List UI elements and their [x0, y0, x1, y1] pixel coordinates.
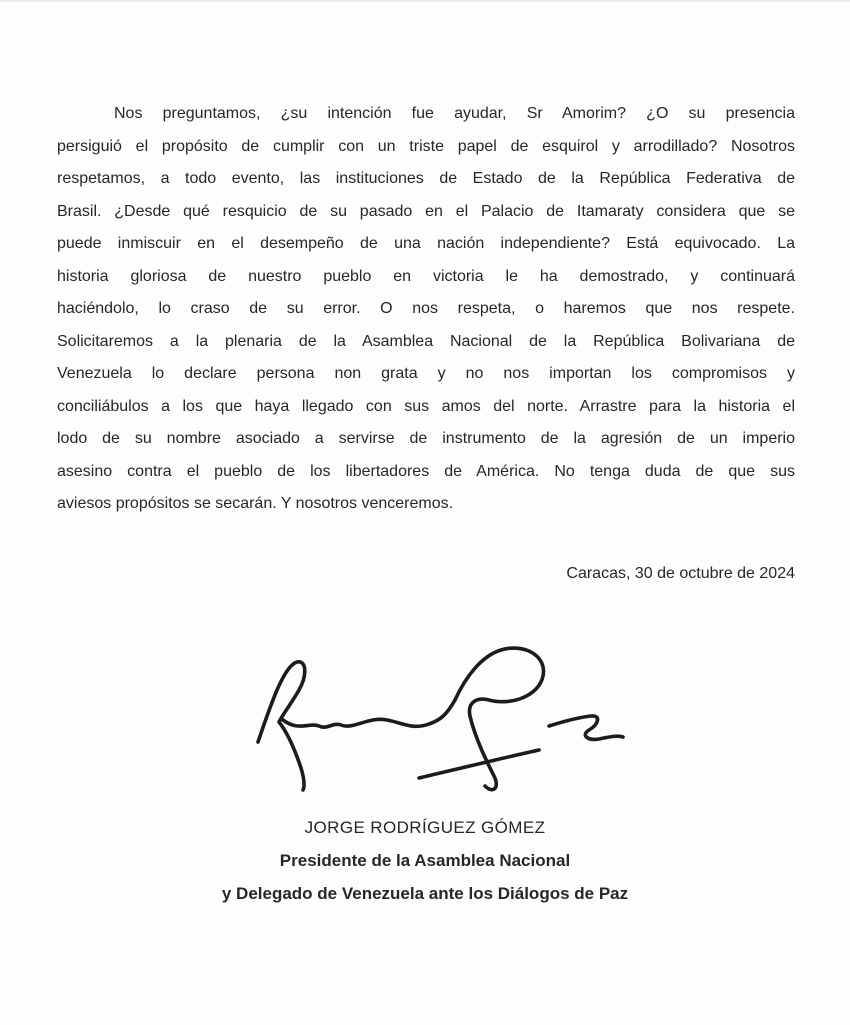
body-line: Venezuela lo declare persona non grata y no nos importan los compromisos y	[57, 365, 795, 382]
body-line: aviesos propósitos se secarán. Y nosotros venceremos.	[57, 495, 454, 512]
signatory-title-line1: Presidente de la Asamblea Nacional	[279, 851, 571, 870]
body-line: persiguió el propósito de cumplir con un triste papel de esquirol y arrodillado? Nosotros	[57, 137, 795, 155]
body-line: historia gloriosa de nuestro pueblo en victoria le ha demostrado, y continuará	[57, 267, 795, 285]
letter-body	[57, 98, 795, 521]
body-line: lodo de su nombre asociado a servirse de instrumento de la agresión de un imperio	[57, 430, 795, 447]
body-line: Solicitaremos a la plenaria de la Asamblea Nacional de la República Bolivariana de	[57, 332, 795, 350]
body-line: conciliábulos a los que haya llegado con sus amos del norte. Arrastre para la historia el	[57, 397, 795, 415]
signatory-title-line2: y Delegado de Venezuela ante los Diálogos de Paz	[221, 884, 629, 903]
body-line: respetamos, a todo evento, las instituciones de Estado de la República Federativa de	[57, 170, 795, 187]
body-line: Brasil. ¿Desde qué resquicio de su pasado en el Palacio de Itamaraty considera que se	[57, 202, 795, 220]
signatory-name: JORGE RODRÍGUEZ GÓMEZ	[304, 818, 546, 837]
body-line: puede inmiscuir en el desempeño de una nación independiente? Está equivocado. La	[57, 235, 795, 252]
body-line: haciéndolo, lo craso de su error. O nos respeta, o haremos que nos respete.	[57, 300, 795, 317]
dateline: Caracas, 30 de octubre de 2024	[566, 565, 795, 582]
body-line: Nos preguntamos, ¿su intención fue ayudar, Sr Amorim? ¿O su presencia	[114, 105, 795, 122]
body-line: asesino contra el pueblo de los libertadores de América. No tenga duda de que sus	[57, 462, 795, 480]
signature-icon	[243, 638, 625, 810]
